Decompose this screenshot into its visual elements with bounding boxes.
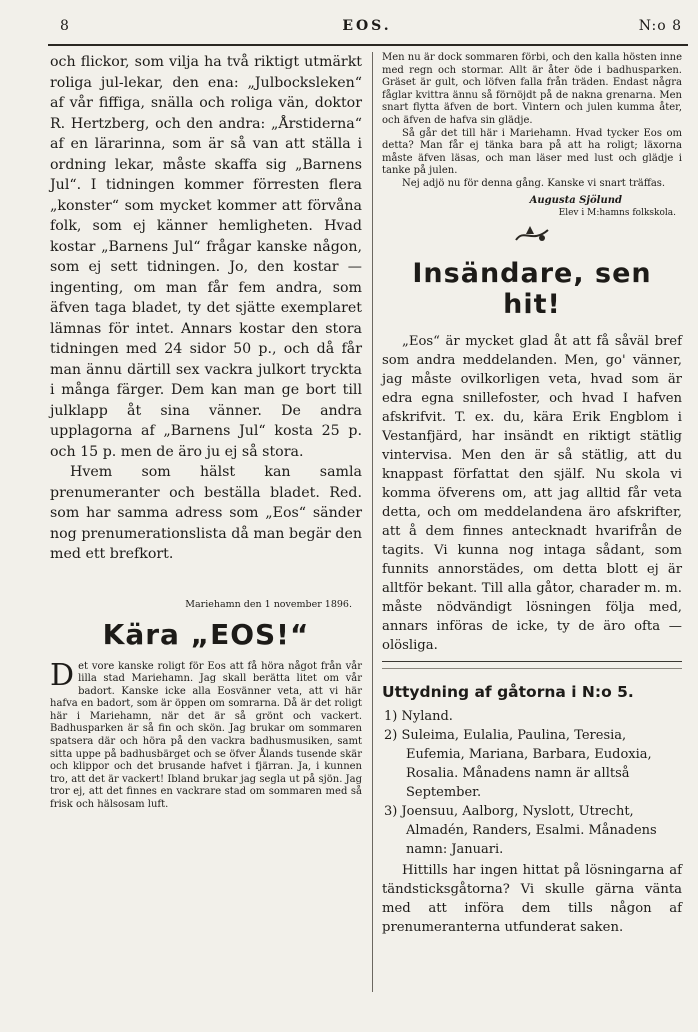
letter-signature: Augusta Sjölund bbox=[529, 194, 622, 206]
letter-continuation-1: Men nu är dock sommaren förbi, och den kalla hösten inne med regn och stormar. Allt är åter öde i badhusparken. Gräset är gult, och löfven falla från träden. Endast några fåglar kvittra ännu så förnöjdt på de nakna grenarna. Men snart flytta äfven de bort. Vintern och julen kumma åter, och äfven de hafva sin glädje. bbox=[382, 52, 682, 126]
masthead-title: EOS. bbox=[342, 18, 392, 34]
right-column bbox=[382, 52, 682, 937]
letter-continuation-3: Nej adjö nu för denna gång. Kanske vi snart träffas. bbox=[402, 177, 666, 189]
riddle-answers-heading: Uttydning af gåtorna i N:o 5. bbox=[382, 682, 634, 701]
issue-number: N:o 8 bbox=[638, 18, 682, 34]
column-divider bbox=[372, 52, 373, 992]
letter-text: et vore kanske roligt för Eos att få höra något från vår lilla stad Mariehamn. Jag skall berätta litet om vår badort. Kanske icke alla Eosvänner veta, att vi här hafva en badort, som är öppen om somrarna. Då är det roligt här i Mariehamn, när det är så grönt och vackert. Badhusparken är så fin och skön. Jag brukar om sommaren spatsera där och höra på den vackra badhusmusiken, samt sitta uppe på badhusbärget och se öfver Ålands tusende skär och klippor och det brusande hafvet i fjärran. Ja, i kunnen tro, att det är vackert! Ibland brukar jag segla ut på sjön. Jag tror ej, att det finnes en vackrare stad om sommaren med så frisk och hälsosam luft. bbox=[50, 660, 362, 811]
letter-dateline: Mariehamn den 1 november 1896. bbox=[185, 598, 352, 610]
answer-item: 2) Suleima, Eulalia, Paulina, Teresia, Eufemia, Mariana, Barbara, Eudoxia, Rosalia. Månadens namn är alltså September. bbox=[384, 727, 652, 800]
letter-heading: Kära „EOS!“ bbox=[102, 617, 310, 651]
subscription-paragraph: Hvem som hälst kan samla prenumeranter och beställa bladet. Red. som har samma adress som „Eos“ sänder nog prenumerationslista då man begär den med ett brefkort. bbox=[50, 464, 362, 562]
drop-cap: D bbox=[50, 657, 75, 693]
page-header bbox=[52, 18, 682, 40]
left-column bbox=[50, 52, 362, 812]
submissions-heading: Insändare, sen hit! bbox=[412, 257, 652, 320]
section-rule-thin bbox=[382, 668, 682, 669]
section-rule bbox=[382, 661, 682, 662]
letter-continuation-2: Så går det till här i Mariehamn. Hvad tycker Eos om detta? Man får ej tänka bara på att ha roligt; läxorna måste äfven läsas, och man läser med lust och glädje i tanke på julen. bbox=[382, 127, 682, 177]
signature-note: Elev i M:hamns folkskola. bbox=[558, 207, 676, 218]
submissions-paragraph: „Eos“ är mycket glad åt att få såväl bref som andra meddelanden. Men, go' vänner, jag måste ovilkorligen veta, hvad som är edra egna snillefoster, och hvad I hafven afskrifvit. T. ex. du, kära Erik Engblom i Vestanfjärd, har insändt en riktigt stätlig vintervisa. Men den är så stätlig, att du knappast författat den själf. Nu skola vi komma öfverens om, att jag alltid får veta detta, och om meddelandena äro afskrifter, att å dem finnes antecknadt hvarifrån de tagits. Vi kunna nog intaga sådant, som funnits annorstädes, om detta blott ej är alltför bekant. Till alla gåtor, charader m. m. måste nödvändigt lösningen följa med, annars införas de icke, ty de äro ofta — olösliga. bbox=[382, 333, 682, 653]
answer-item: 1) Nyland. bbox=[384, 708, 453, 724]
letter-body bbox=[50, 657, 362, 812]
matchstick-riddle-note: Hittills har ingen hittat på lösningarna af tändsticksgåtorna? Vi skulle gärna vänta med att införa dem tills någon af prenumeranterna utfunderat saken. bbox=[382, 862, 682, 935]
page-number: 8 bbox=[60, 18, 72, 34]
fleuron-ornament bbox=[382, 224, 682, 250]
barnens-jul-paragraph: och flickor, som vilja ha två riktigt utmärkt roliga jul-lekar, den ena: „Julbocksleken“ af vår fiffiga, snälla och roliga vän, doktor R. Hertzberg, och den andra: „Årstiderna“ af en lärarinna, som är så van att ställa i ordning lekar, måste skaffa sig „Barnens Jul“. I tidningen kommer förresten flera „konster“ som mycket kommer att förvåna folk, som ej känner hemligheten. Hvad kostar „Barnens Jul“ frågar kanske någon, som ej sett tidningen. Jo, den kostar — ingenting, om man får fem andra, som äfven taga bladet, ty det sjätte exemplaret lämnas för intet. Annars kostar den stora tidningen med 24 sidor 50 p., och då får man ännu därtill sex vackra julkort tryckta i många färger. Dem kan man ge bort till julklapp åt sina vänner. De andra upplagorna af „Barnens Jul“ kosta 25 p. och 15 p. men de äro ju ej så stora. bbox=[50, 54, 362, 460]
answer-item: 3) Joensuu, Aalborg, Nyslott, Utrecht, Almadén, Randers, Esalmi. Månadens namn: Januari. bbox=[384, 803, 657, 857]
header-rule bbox=[48, 44, 688, 46]
